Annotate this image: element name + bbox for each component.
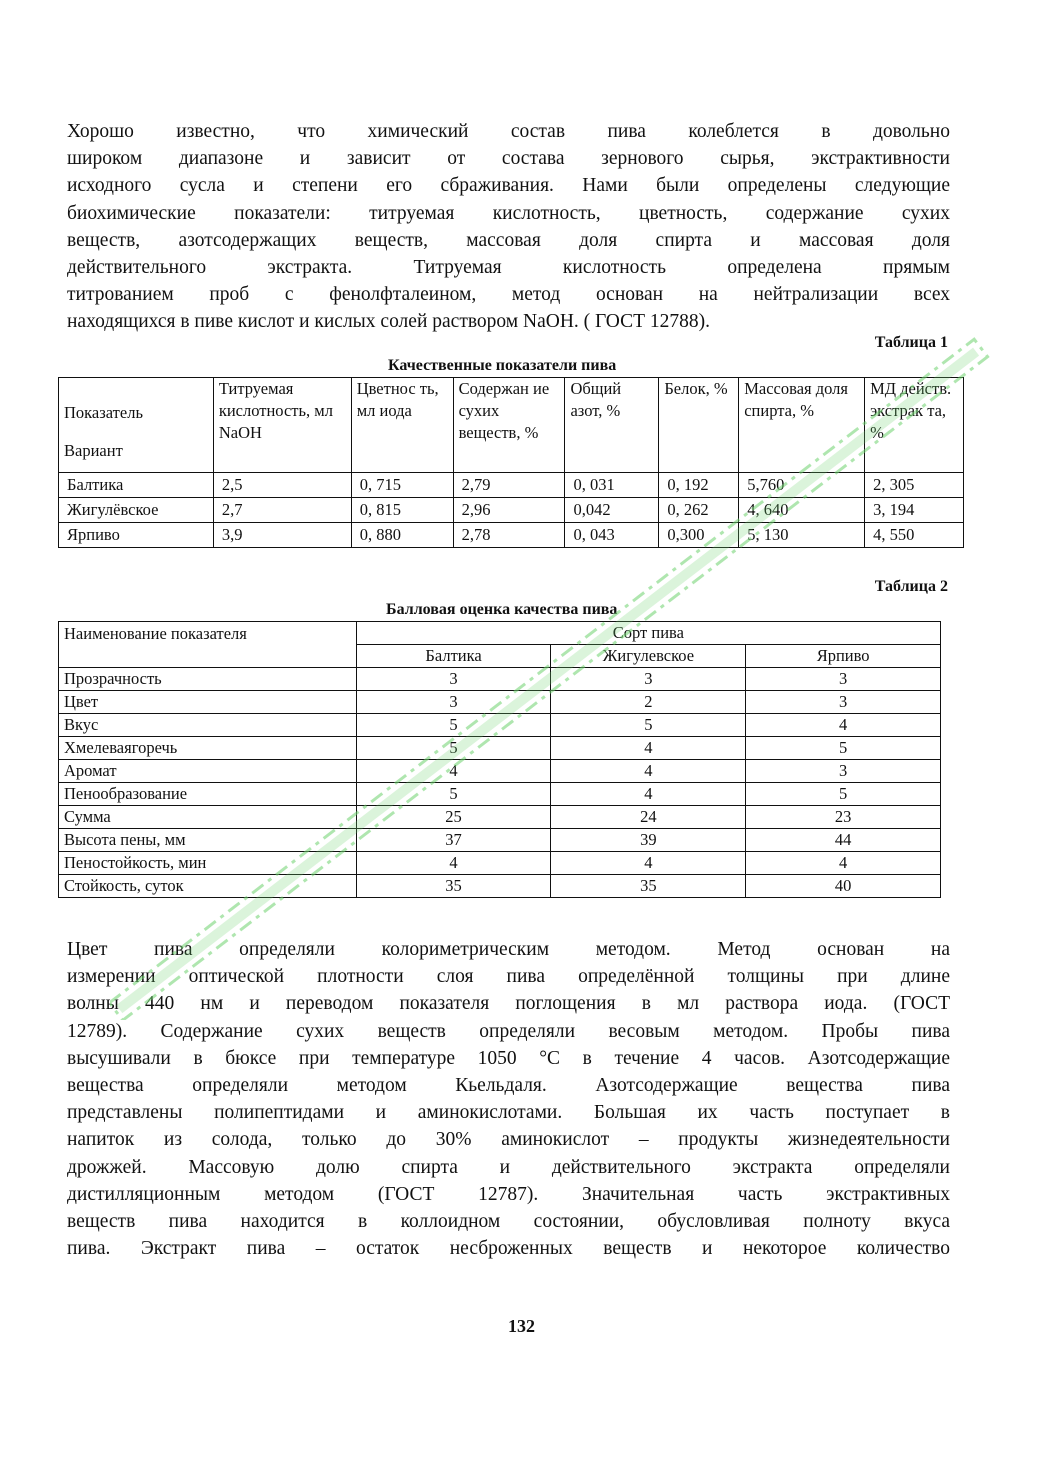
table-cell: 0, 262 — [659, 498, 739, 523]
header-cell: Массовая доля спирта, % — [739, 378, 865, 473]
table-cell: 35 — [356, 875, 551, 898]
header-name-cell: Наименование показателя — [59, 622, 357, 668]
text-line: веществ пива находится в коллоидном состоянии, обусловливая полноту вкуса — [67, 1211, 950, 1233]
table-cell: 4 — [551, 760, 746, 783]
header-group-cell: Сорт пива — [356, 622, 940, 645]
table-cell: 2,96 — [453, 498, 565, 523]
text-line: напиток из солода, только до 30% аминокислот – продукты жизнедеятельности — [67, 1129, 950, 1151]
table-cell: 3 — [356, 668, 551, 691]
row-label: Прозрачность — [59, 668, 357, 691]
table-cell: 4 — [551, 852, 746, 875]
header-corner-cell — [59, 378, 214, 473]
header-variant-label: Вариант — [64, 441, 123, 460]
table-cell: 0,042 — [565, 498, 659, 523]
table-row — [59, 806, 941, 829]
text-line: широком диапазоне и зависит от состава зернового сырья, экстрактивности — [67, 148, 950, 170]
table-cell: 35 — [551, 875, 746, 898]
table-cell: 4, 550 — [865, 523, 964, 548]
table-row — [59, 783, 941, 806]
table-cell: 5 — [356, 714, 551, 737]
table-cell: 24 — [551, 806, 746, 829]
text-line: веществ, азотсодержащих веществ, массовая доля спирта и массовая доля — [67, 229, 950, 251]
score-evaluation-table — [58, 621, 941, 898]
table-cell: 5,760 — [739, 473, 865, 498]
table-cell: 4 — [356, 760, 551, 783]
row-label: Высота пены, мм — [59, 829, 357, 852]
table2-number: Таблица 2 — [874, 578, 948, 595]
text-line: исходного сусла и степени его сбраживания. Нами были определены следующие — [67, 175, 950, 197]
table-cell: 2,79 — [453, 473, 565, 498]
table-cell: 5, 130 — [739, 523, 865, 548]
text-line: действительного экстракта. Титруемая кислотность определена прямым — [67, 257, 950, 279]
header-cell: Цветнос ть, мл иода — [351, 378, 453, 473]
table-cell: 0, 880 — [351, 523, 453, 548]
table-row — [59, 737, 941, 760]
table-cell: 5 — [356, 783, 551, 806]
text-line: титрованием проб с фенолфталеином, метод основан на нейтрализации всех — [67, 284, 950, 306]
text-line: 12789). Содержание сухих веществ определяли весовым методом. Пробы пива — [67, 1020, 950, 1042]
row-label: Цвет — [59, 691, 357, 714]
header-indicator-label: Показатель — [64, 403, 143, 422]
table-cell: 25 — [356, 806, 551, 829]
table1-title: Качественные показатели пива — [388, 357, 617, 374]
table-cell: 0, 031 — [565, 473, 659, 498]
table-cell: 4, 640 — [739, 498, 865, 523]
quality-indicators-table — [58, 377, 964, 548]
table-row — [59, 760, 941, 783]
row-label: Стойкость, суток — [59, 875, 357, 898]
table-row — [59, 498, 964, 523]
text-line: представлены полипептидами и аминокислотами. Большая их часть поступает в — [67, 1102, 950, 1124]
paragraph-intro — [67, 118, 950, 336]
table-header-row — [59, 622, 941, 645]
table-cell: 4 — [551, 783, 746, 806]
table-row — [59, 852, 941, 875]
row-label: Пенообразование — [59, 783, 357, 806]
header-cell: Жигулевское — [551, 645, 746, 668]
table-cell: 4 — [356, 852, 551, 875]
row-label: Аромат — [59, 760, 357, 783]
row-label: Хмелеваягоречь — [59, 737, 357, 760]
row-label: Балтика — [59, 473, 214, 498]
table-cell: 2,5 — [213, 473, 351, 498]
row-label: Пеностойкость, мин — [59, 852, 357, 875]
table-cell: 0, 043 — [565, 523, 659, 548]
table-row — [59, 473, 964, 498]
header-cell: Общий азот, % — [565, 378, 659, 473]
table-cell: 4 — [746, 714, 941, 737]
table-cell: 39 — [551, 829, 746, 852]
table-row — [59, 714, 941, 737]
table-cell: 37 — [356, 829, 551, 852]
table-cell: 5 — [356, 737, 551, 760]
table-cell: 4 — [551, 737, 746, 760]
table-cell: 0, 815 — [351, 498, 453, 523]
table-cell: 3 — [746, 668, 941, 691]
table-cell: 0,300 — [659, 523, 739, 548]
table-cell: 3 — [551, 668, 746, 691]
header-cell: Ярпиво — [746, 645, 941, 668]
row-label: Сумма — [59, 806, 357, 829]
header-cell: Титруемая кислотность, мл NaOH — [213, 378, 351, 473]
table-cell: 3 — [356, 691, 551, 714]
page-number: 132 — [508, 1316, 535, 1336]
text-line: находящихся в пиве кислот и кислых солей раствором NaOH. ( ГОСТ 12788). — [67, 311, 711, 333]
table-cell: 40 — [746, 875, 941, 898]
table-cell: 4 — [746, 852, 941, 875]
text-line: вещества определяли методом Кьельдаля. Азотсодержащие вещества пива — [67, 1075, 950, 1097]
table-cell: 5 — [551, 714, 746, 737]
table-cell: 5 — [746, 737, 941, 760]
table-cell: 44 — [746, 829, 941, 852]
row-label: Ярпиво — [59, 523, 214, 548]
header-cell: Белок, % — [659, 378, 739, 473]
table-row — [59, 691, 941, 714]
table2-title: Балловая оценка качества пива — [386, 601, 618, 618]
table-cell: 3,9 — [213, 523, 351, 548]
text-line: пива. Экстракт пива – остаток несброженных веществ и некоторое количество — [67, 1238, 950, 1260]
table-row — [59, 523, 964, 548]
text-line: высушивали в бюксе при температуре 1050 °С в течение 4 часов. Азотсодержащие — [67, 1047, 950, 1069]
table-cell: 5 — [746, 783, 941, 806]
text-line: биохимические показатели: титруемая кислотность, цветность, содержание сухих — [67, 202, 950, 224]
table-cell: 0, 192 — [659, 473, 739, 498]
table-header-row — [59, 378, 964, 473]
header-cell: МД действ. экстрак та, % — [865, 378, 964, 473]
row-label: Жигулёвское — [59, 498, 214, 523]
text-line: измерении оптической плотности слоя пива определённой толщины при длине — [67, 966, 950, 988]
paragraph-methods — [67, 936, 950, 1262]
row-label: Вкус — [59, 714, 357, 737]
header-cell: Балтика — [356, 645, 551, 668]
text-line: дрожжей. Массовую долю спирта и действительного экстракта определяли — [67, 1156, 950, 1178]
table-cell: 2, 305 — [865, 473, 964, 498]
table-cell: 2,7 — [213, 498, 351, 523]
table-cell: 3, 194 — [865, 498, 964, 523]
text-line: Цвет пива определяли колориметрическим методом. Метод основан на — [67, 939, 950, 960]
text-line: Хорошо известно, что химический состав пива колеблется в довольно — [67, 121, 950, 142]
header-cell: Содержан ие сухих веществ, % — [453, 378, 565, 473]
table-cell: 3 — [746, 691, 941, 714]
text-line: дистилляционным методом (ГОСТ 12787). Значительная часть экстрактивных — [67, 1183, 950, 1205]
text-line: волны 440 нм и переводом показателя поглощения в мл раствора иода. (ГОСТ — [67, 993, 950, 1015]
table1-number: Таблица 1 — [874, 334, 948, 351]
table-cell: 0, 715 — [351, 473, 453, 498]
table-row — [59, 829, 941, 852]
table-cell: 23 — [746, 806, 941, 829]
table-cell: 2 — [551, 691, 746, 714]
table-cell: 3 — [746, 760, 941, 783]
table-cell: 2,78 — [453, 523, 565, 548]
table-row — [59, 875, 941, 898]
table-row — [59, 668, 941, 691]
